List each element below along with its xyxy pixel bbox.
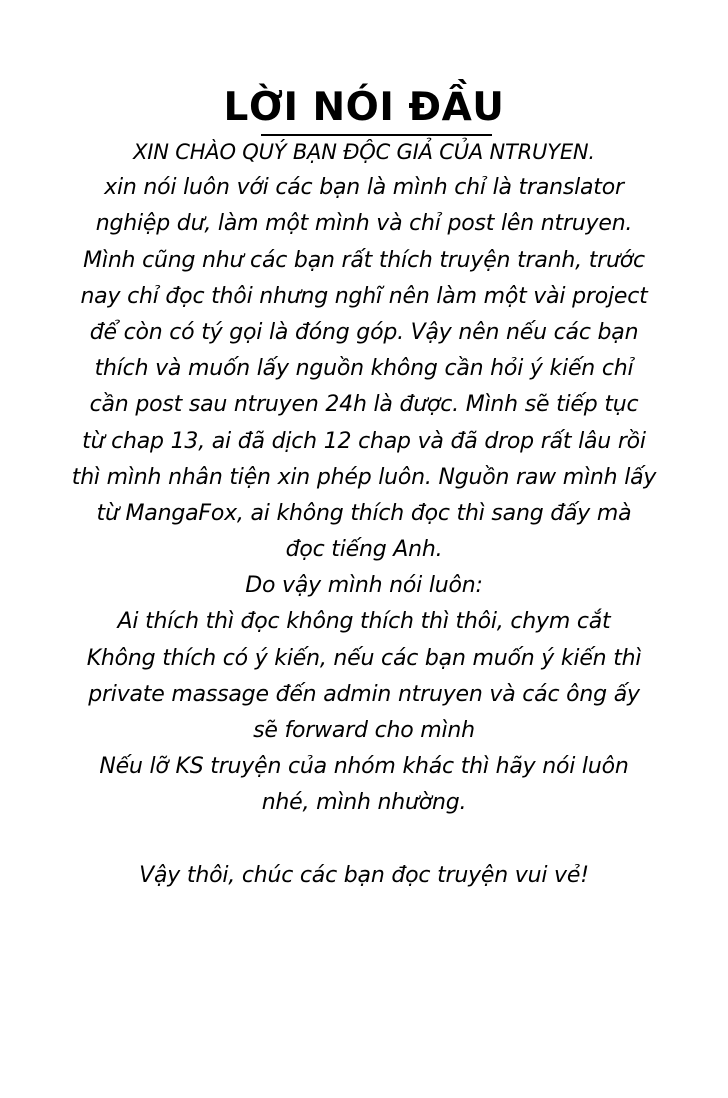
text-line: Nếu lỡ KS truyện của nhóm khác thì hãy nói luôn — [99, 754, 629, 780]
text-line: nhé, mình nhường. — [261, 790, 467, 816]
text-line: đọc tiếng Anh. — [285, 537, 443, 563]
text-line: để còn có tý gọi là đóng góp. Vậy nên nếu các bạn — [89, 319, 639, 345]
text-line: từ MangaFox, ai không thích đọc thì sang đấy mà — [96, 500, 632, 526]
text-line: Do vậy mình nói luôn: — [245, 573, 483, 599]
text-line-greeting: XIN CHÀO QUÝ BẠN ĐỘC GIẢ CỦA NTRUYEN. — [133, 140, 595, 164]
text-line: Không thích có ý kiến, nếu các bạn muốn ý kiến thì — [86, 645, 642, 671]
text-line: xin nói luôn với các bạn là mình chỉ là translator — [104, 175, 624, 201]
text-line: cần post sau ntruyen 24h là được. Mình sẽ tiếp tục — [89, 392, 639, 418]
text-line: nghiệp dư, làm một mình và chỉ post lên ntruyen. — [95, 211, 633, 237]
text-line: thì mình nhân tiện xin phép luôn. Nguồn raw mình lấy — [71, 464, 657, 490]
body-text — [0, 134, 728, 894]
text-line-closing: Vậy thôi, chúc các bạn đọc truyện vui vẻ! — [139, 862, 589, 888]
text-line: Mình cũng như các bạn rất thích truyện tranh, trước — [83, 247, 645, 273]
page-title: LỜI NÓI ĐẦU — [223, 85, 505, 130]
text-line: sẽ forward cho mình — [253, 718, 475, 743]
text-line: thích và muốn lấy nguồn không cần hỏi ý kiến chỉ — [94, 356, 634, 382]
text-line: nay chỉ đọc thôi nhưng nghĩ nên làm một vài project — [80, 283, 648, 309]
text-line: Ai thích thì đọc không thích thì thôi, chym cắt — [117, 609, 611, 635]
blank-line — [0, 822, 728, 858]
text-line: từ chap 13, ai đã dịch 12 chap và đã drop rất lâu rồi — [82, 428, 646, 454]
text-line: private massage đến admin ntruyen và các ông ấy — [88, 681, 640, 707]
